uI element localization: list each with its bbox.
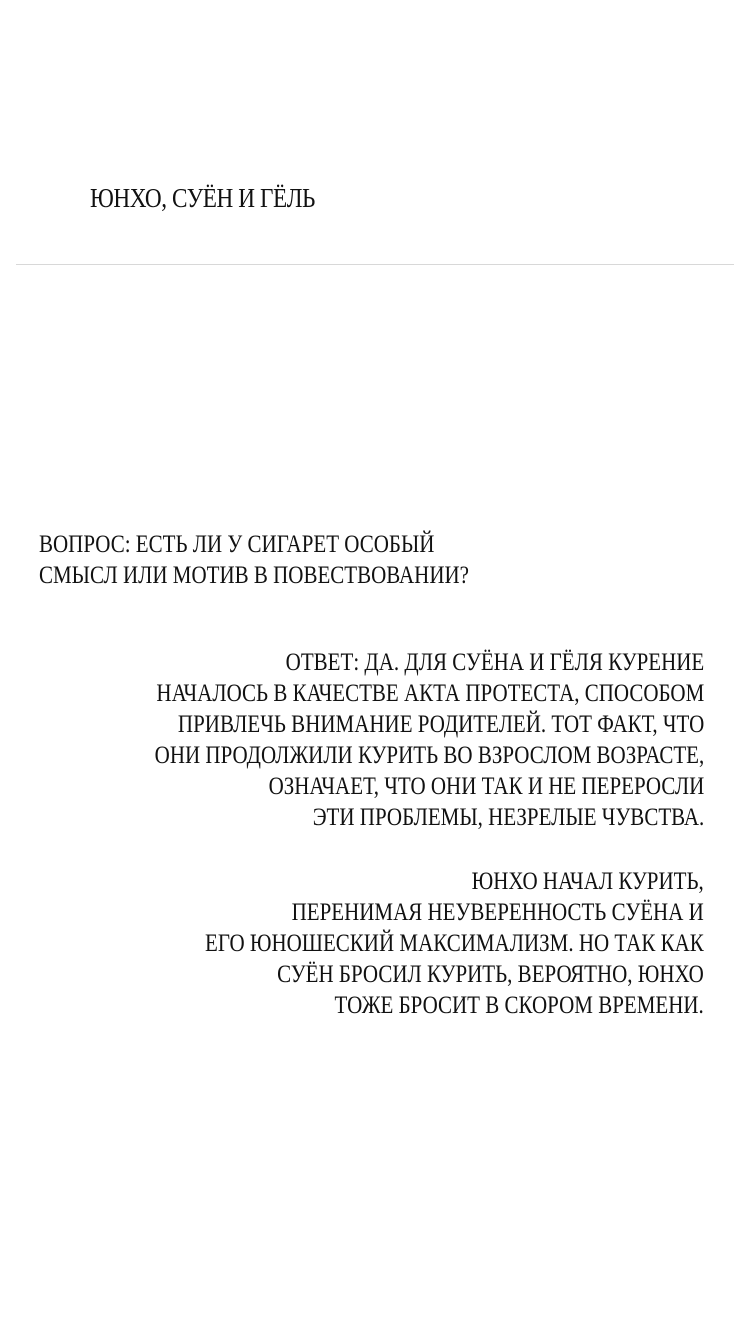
answer-continued-line: ПЕРЕНИМАЯ НЕУВЕРЕННОСТЬ СУЁНА И bbox=[291, 899, 704, 926]
header-divider bbox=[16, 264, 734, 265]
answer-line: ОЗНАЧАЕТ, ЧТО ОНИ ТАК И НЕ ПЕРЕРОСЛИ bbox=[268, 773, 704, 800]
answer-line: НАЧАЛОСЬ В КАЧЕСТВЕ АКТА ПРОТЕСТА, СПОСОБОМ bbox=[156, 680, 705, 707]
answer-continued-line: СУЁН БРОСИЛ КУРИТЬ, ВЕРОЯТНО, ЮНХО bbox=[277, 961, 704, 988]
answer-line: ПРИВЛЕЧЬ ВНИМАНИЕ РОДИТЕЛЕЙ. ТОТ ФАКТ, ЧТО bbox=[177, 711, 704, 738]
answer-line: ОНИ ПРОДОЛЖИЛИ КУРИТЬ ВО ВЗРОСЛОМ ВОЗРАСТЕ, bbox=[154, 742, 704, 769]
answer-continued-paragraph bbox=[205, 866, 704, 1021]
question-paragraph bbox=[39, 529, 469, 591]
answer-paragraph bbox=[154, 647, 704, 833]
question-line: СМЫСЛ ИЛИ МОТИВ В ПОВЕСТВОВАНИИ? bbox=[39, 562, 469, 589]
answer-line: ЭТИ ПРОБЛЕМЫ, НЕЗРЕЛЫЕ ЧУВСТВА. bbox=[312, 804, 704, 831]
answer-line: ОТВЕТ: ДА. ДЛЯ СУЁНА И ГЁЛЯ КУРЕНИЕ bbox=[285, 649, 704, 676]
answer-continued-line: ТОЖЕ БРОСИТ В СКОРОМ ВРЕМЕНИ. bbox=[334, 992, 704, 1019]
answer-continued-line: ЕГО ЮНОШЕСКИЙ МАКСИМАЛИЗМ. НО ТАК КАК bbox=[205, 930, 704, 957]
answer-continued-line: ЮНХО НАЧАЛ КУРИТЬ, bbox=[471, 868, 704, 895]
question-line: ВОПРОС: ЕСТЬ ЛИ У СИГАРЕТ ОСОБЫЙ bbox=[39, 531, 435, 558]
page-title: ЮНХО, СУЁН И ГЁЛЬ bbox=[90, 183, 315, 213]
